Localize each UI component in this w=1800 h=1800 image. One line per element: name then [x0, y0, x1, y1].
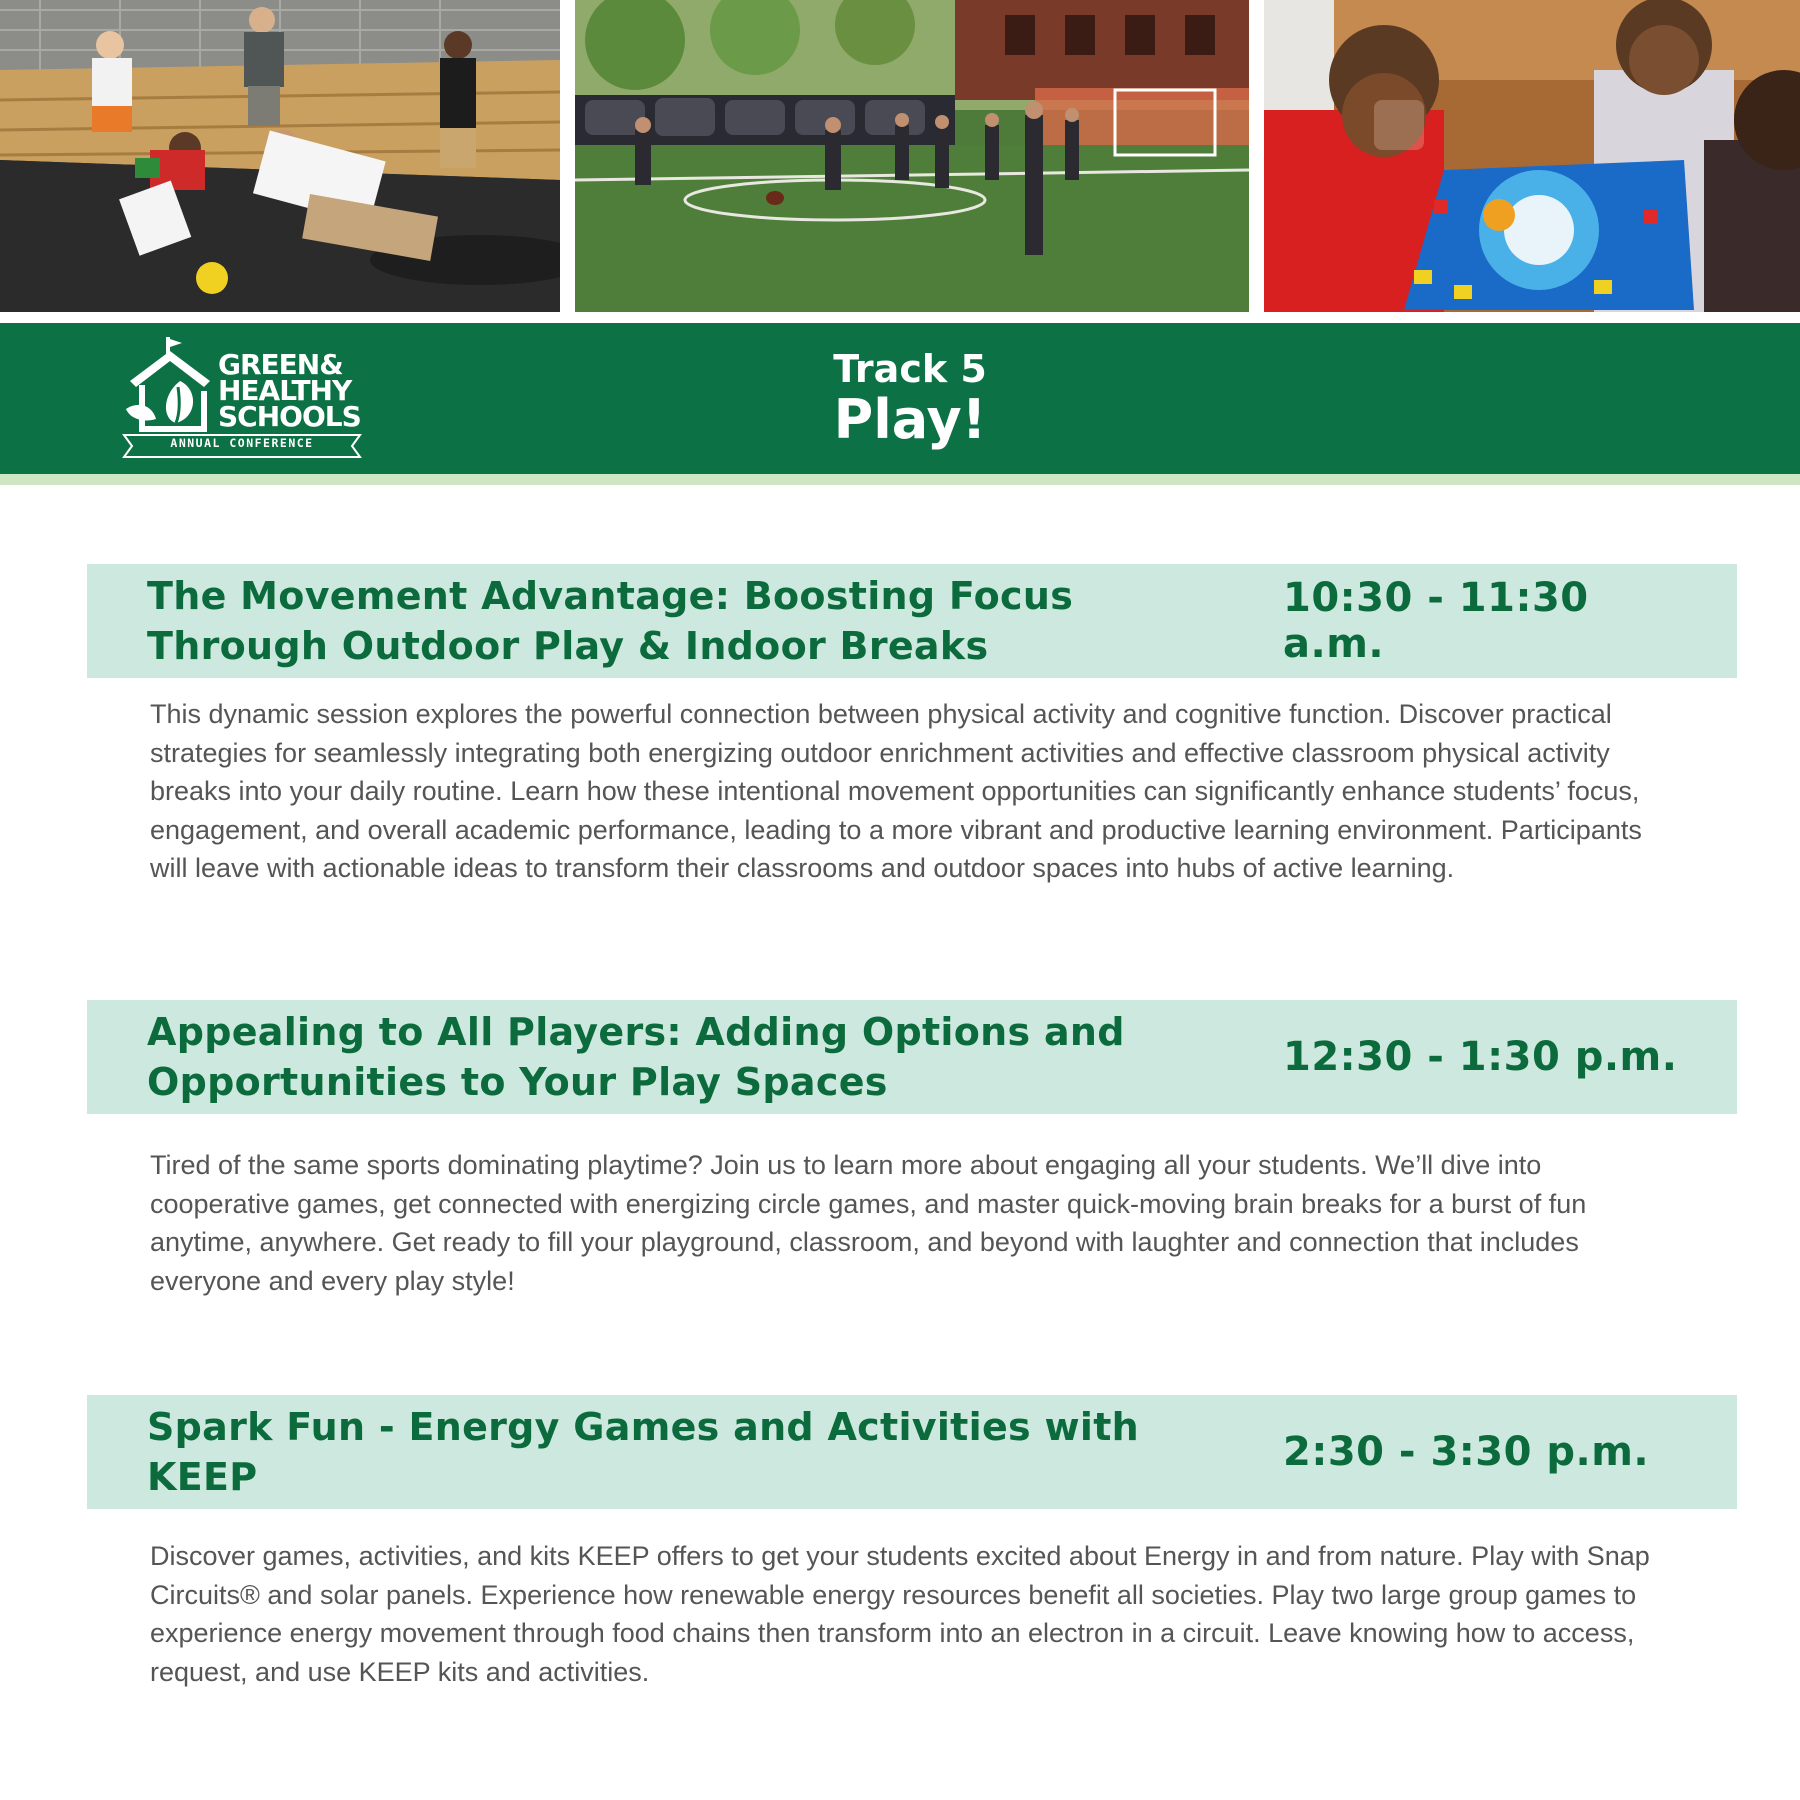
session-description: Tired of the same sports dominating playtime? Join us to learn more about engaging all your students. We’ll dive into cooperative games, get connected with energizing circle games, and master quick-moving brain breaks for a burst of fun anytime, anywhere. Get ready to fill your playground, classroom, and beyond with laughter and connection that includes everyone and every play style!: [150, 1150, 1587, 1296]
session-header: [87, 1000, 1737, 1114]
session-header: [87, 564, 1737, 678]
photo-soccer-field: [575, 0, 1249, 312]
session-time: 12:30 - 1:30 p.m.: [1283, 1034, 1678, 1080]
logo-line-3: SCHOOLS: [218, 400, 361, 433]
photo-gaga-ball-pit: [0, 0, 560, 312]
photo-board-game: [1264, 0, 1800, 312]
session-header: [87, 1395, 1737, 1509]
banner-accent-stripe: [0, 474, 1800, 485]
logo-line-1: GREEN&: [218, 348, 343, 381]
photo-strip: [0, 0, 1800, 312]
track-number: Track 5: [833, 347, 987, 391]
conference-logo: [122, 337, 362, 465]
logo-subtitle: ANNUAL CONFERENCE: [170, 436, 314, 450]
logo-line-2: HEALTHY: [218, 374, 352, 407]
schoolhouse-leaf-icon: [122, 337, 218, 441]
session-title: Appealing to All Players: Adding Options and Opportunities to Your Play Spaces: [147, 1010, 1125, 1104]
track-title: Play!: [833, 388, 987, 451]
session-title: The Movement Advantage: Boosting Focus Through Outdoor Play & Indoor Breaks: [147, 574, 1074, 668]
session-time: 10:30 - 11:30 a.m.: [1283, 575, 1589, 667]
session-description: Discover games, activities, and kits KEEP offers to get your students excited about Energy in and from nature. Play with Snap Circuits® and solar panels. Experience how renewable energy resources benefit all societies. Play two large group games to experience energy movement through food chains then transform into an electron in a circuit. Leave knowing how to access, request, and use KEEP kits and activities.: [150, 1541, 1650, 1687]
session-title: Spark Fun - Energy Games and Activities with KEEP: [147, 1405, 1140, 1499]
session-time: 2:30 - 3:30 p.m.: [1283, 1429, 1650, 1475]
session-description: This dynamic session explores the powerful connection between physical activity and cognitive function. Discover practical strategies for seamlessly integrating both energizing outdoor enrichment activities and effective classroom physical activity breaks into your daily routine. Learn how these intentional movement opportunities can significantly enhance students’ focus, engagement, and overall academic performance, leading to a more vibrant and productive learning environment. Participants will leave with actionable ideas to transform their classrooms and outdoor spaces into hubs of active learning.: [150, 699, 1642, 883]
